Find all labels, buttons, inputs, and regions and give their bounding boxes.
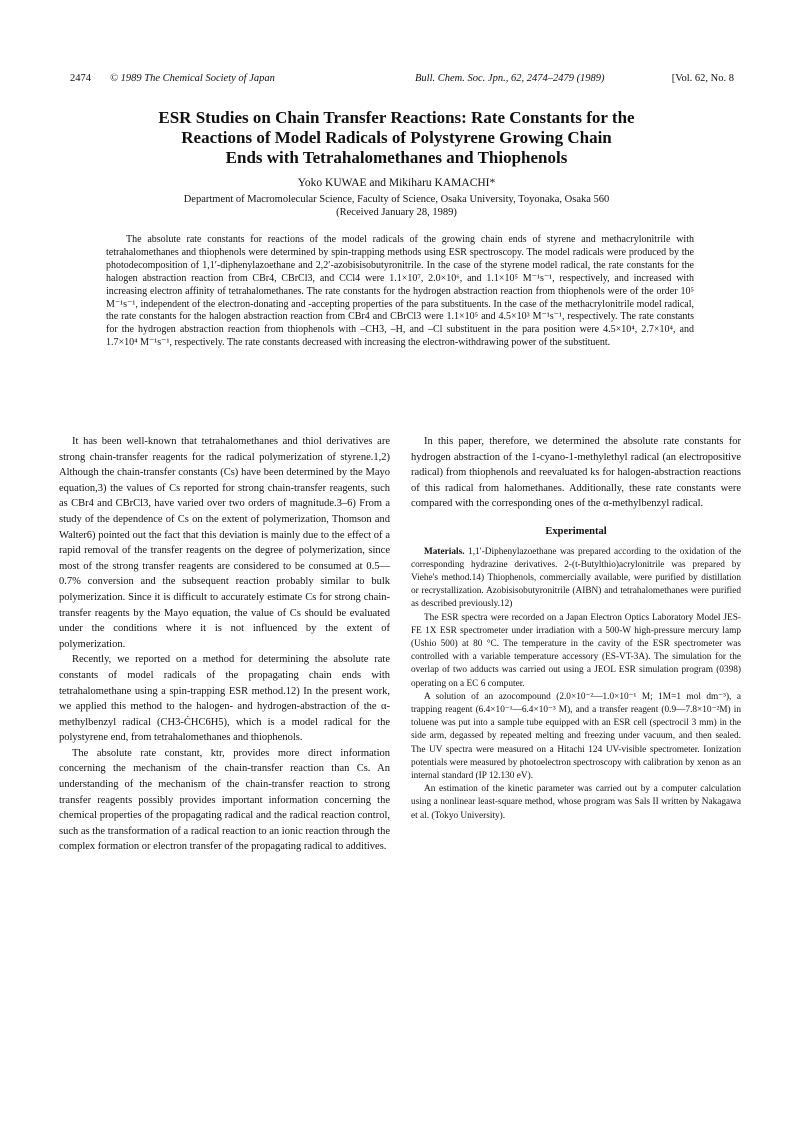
running-head <box>70 73 734 89</box>
received-date: (Received January 28, 1989) <box>336 207 457 218</box>
author-list: Yoko KUWAE and Mikiharu KAMACHI* <box>297 177 496 189</box>
esr-paragraph: The ESR spectra were recorded on a Japan Electron Optics Laboratory Model JES-FE 1X ESR spectrometer under irradiation with a 500-W high-pressure mercury lamp (Ushio 500) at 80 °C. The temperature in the cavity of the ESR spectrometer was controlled with a variable temperature accessory (ES-VT-3A). The simulation for the overlap of two adducts was carried out using a JEOL ESR simulation program (0398) operating on a EC 6 computer. <box>411 612 741 689</box>
experimental-body <box>411 546 741 823</box>
section-heading-experimental: Experimental <box>545 525 607 537</box>
left-column <box>59 434 390 855</box>
intro-paragraph-3: The absolute rate constant, ktr, provides more direct information concerning the mechanism of the chain-transfer reaction than Cs. An understanding of the mechanism of the chain-transfer reaction to strong transfer reagents possibly provides important information concerning the chemical properties of the propagating radical and the radical reaction control, such as the transformation of a radical reaction to an ionic reaction through the complex formation or electron transfer of the propagating radical to additives. <box>59 747 390 853</box>
volume-issue: [Vol. 62, No. 8 <box>671 73 734 84</box>
solution-paragraph: A solution of an azocompound (2.0×10⁻²—1.0×10⁻¹ M; 1M=1 mol dm⁻³), a trapping reagent (6.4×10⁻¹—6.4×10⁻³ M), and a transfer reagent (0.9—7.8×10⁻²M) in toluene was put into a sample tube equipped with an ESR cell (spectrocil 3 mm) in the side arm, degassed by repeated melting and freezing under vacuum, and then sealed. The UV spectra were measured on a Hitachi 124 UV-visible spectrometer. Ionization potentials were measured by photoelectron spectroscopy with calibration by xenon as an internal standard (IP 12.130 eV). <box>411 691 741 782</box>
intro-paragraph-1: It has been well-known that tetrahalomethanes and thiol derivatives are strong chain-transfer reagents for the radical polymerization of styrene.1,2) Although the chain-transfer constants (Cs) have been determined by the Mayo equation,3) the values of Cs reported for strong chain-transfer reagents, such as CBr4 and CBrCl3, have varied over two orders of magnitude.3–6) From a study of the dependence of Cs on the extent of polymerization, Thomson and Walter6) pointed out the fact that this deviation is mainly due to the effect of a rapid removal of the transfer reagents on the degree of polymerization, since most of the strong transfer reagents are considered to be consumed at 0.5—0.7% conversion and the subsequent reaction probably similar to bulk polymerization. Since it is difficult to accurately estimate Cs for strong chain-transfer reagents by the Mayo equation, the value of Cs should be evaluated under the conditions where it is not influenced by the extent of polymerization. <box>59 436 390 650</box>
right-column <box>411 434 741 823</box>
article-title <box>90 108 703 168</box>
copyright-notice: © 1989 The Chemical Society of Japan <box>110 73 275 84</box>
estimation-paragraph: An estimation of the kinetic parameter was carried out by a computer calculation using a nonlinear least-square method, whose program was Sals II written by Nakagawa et al. (Tokyo University). <box>411 784 741 821</box>
title-line-2: Reactions of Model Radicals of Polystyrene Growing Chain <box>181 128 612 147</box>
intro-paragraph-4: In this paper, therefore, we determined the absolute rate constants for hydrogen abstraction of the 1-cyano-1-methylethyl radical (an electropositive radical) from thiophenols and reevaluated ks for halogen-abstraction reactions of this radical from halomethanes. Additionally, these rate constants were compared with the corresponding ones of the α-methylbenzyl radical. <box>411 436 741 510</box>
journal-citation: Bull. Chem. Soc. Jpn., 62, 2474–2479 (1989) <box>415 73 605 84</box>
abstract: The absolute rate constants for reactions of the model radicals of the growing chain ends of styrene and methacrylonitrile with tetrahalomethanes and thiophenols were determined by spin-trapping methods using ESR spectroscopy. The model radicals were produced by the photodecomposition of 1,1′-diphenylazoethane and 2,2′-azobisisobutyronitrile. In the case of the styrene model radical, the rate constants for the halogen abstraction reaction from CBr4, CBrCl3, and CCl4 were 1.1×10⁷, 2.0×10⁶, and 1.1×10⁵ M⁻¹s⁻¹, respectively, and increased with increasing electron affinity of tetrahalomethanes. The rate constants for the hydrogen abstraction reaction from thiophenols were of the order 10⁵ M⁻¹s⁻¹, independent of the electron-donating and -accepting properties of the para substituents. In the case of the methacrylonitrile model radical, the rate constants for the halogen abstraction reaction from CBr4 and CBrCl3 were 1.1×10⁵ and 4.5×10³ M⁻¹s⁻¹, respectively. The rate constants for the hydrogen abstraction reaction from thiophenols with –CH3, –H, and –Cl substituent in the para position were 4.5×10⁴, 2.7×10⁴, and 1.7×10⁴ M⁻¹s⁻¹, respectively. The rate constants decreased with increasing the electron-withdrawing power of the substituent. <box>106 234 694 349</box>
affiliation: Department of Macromolecular Science, Faculty of Science, Osaka University, Toyonaka, Osaka 560 <box>183 194 610 205</box>
materials-text: 1,1′-Diphenylazoethane was prepared according to the oxidation of the corresponding hydrazine derivatives. 2-(t-Butylthio)acrylonitrile was prepared by Viehe's method.14) Thiophenols, commercially available, were purified by distillation or recrystallization. Azobisisobutyronitrile (AIBN) and tetrahalomethanes were purified as described previously.12) <box>411 546 742 610</box>
page-number: 2474 <box>70 73 91 84</box>
materials-paragraph <box>411 546 741 612</box>
title-line-1: ESR Studies on Chain Transfer Reactions: Rate Constants for the <box>158 108 635 127</box>
intro-paragraph-2: Recently, we reported on a method for determining the absolute rate constants of model radicals of the propagating chain ends with tetrahalomethane using a spin-trapping ESR method.12) In the present work, we applied this method to the halogen- and hydrogen-abstraction of the α-methylbenzyl radical (CH3-ĊHC6H5), which is a model radical for the polystyrene end, from tetrahalomethanes and thiophenols. <box>59 654 390 744</box>
materials-lead: Materials. <box>424 546 465 557</box>
title-line-3: Ends with Tetrahalomethanes and Thiophenols <box>225 148 568 167</box>
